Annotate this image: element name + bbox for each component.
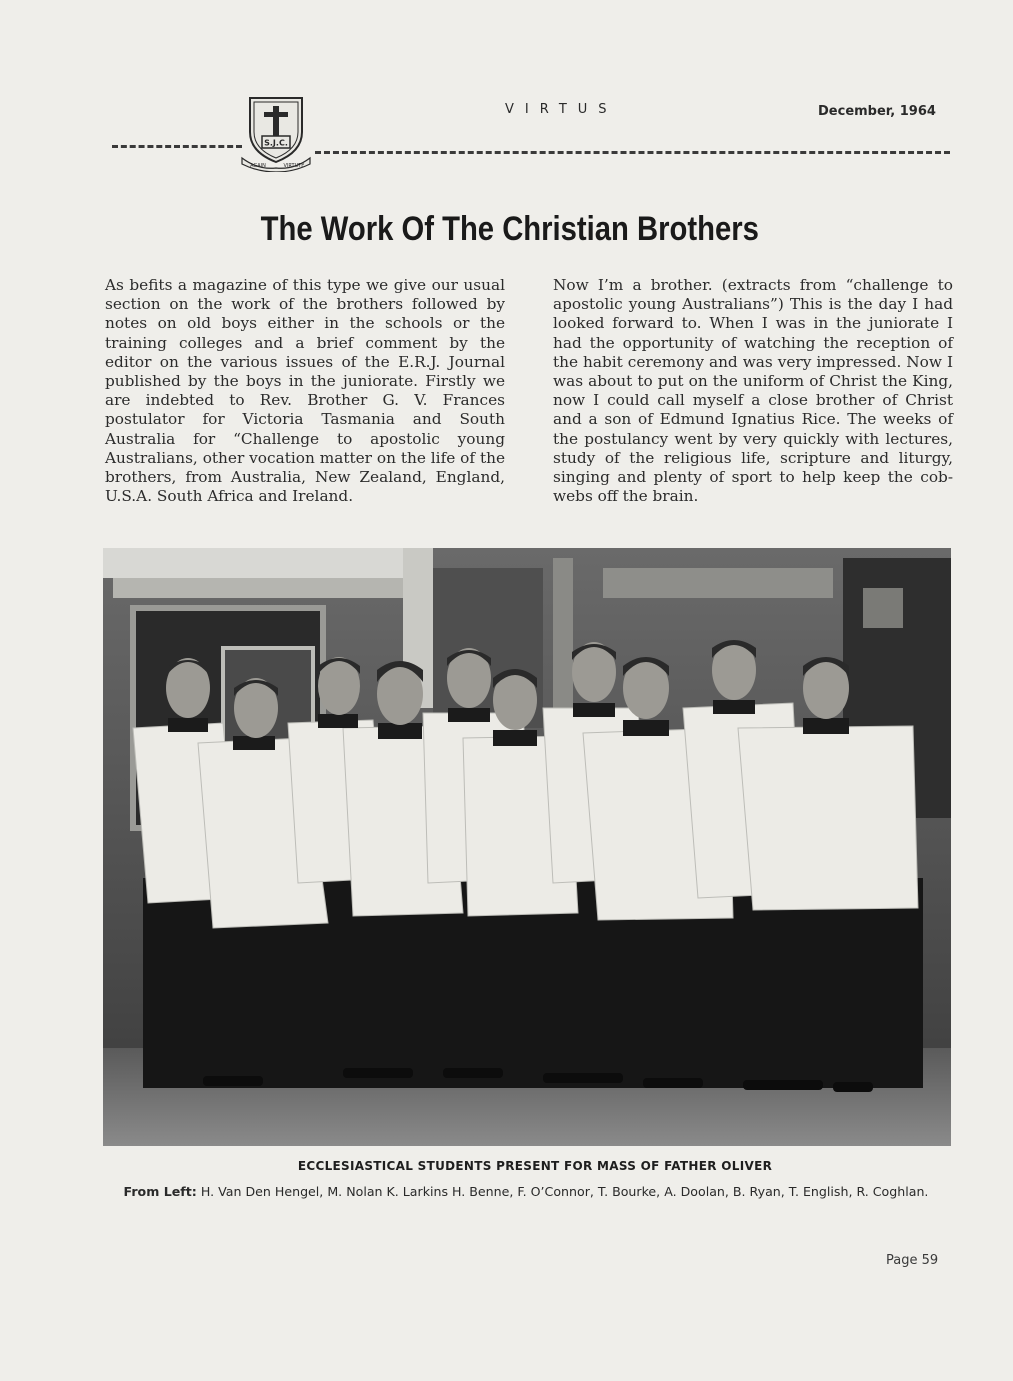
photo-caption: ECCLESIASTICAL STUDENTS PRESENT FOR MASS OF FATHER OLIVER [297, 1159, 773, 1173]
article-title: The Work Of The Christian Brothers [260, 210, 759, 248]
crest-motto-right: VIRTUTE [283, 163, 305, 169]
photo-image [103, 548, 951, 1146]
article-column-left: As befits a magazine of this type we give our usual section on the work of the brothers followed by notes on old boys either in the schools or the training colleges and a brief comment by the editor on the various issues of the E.R.J. Journal published by the boys in the juniorate. Firstly we are indebted to Rev. Brother G. V. Frances postulator for Victoria Tasmania and South Australia for “Challenge to apostolic young Australians, other vocation matter on the life of the brothers, from Australia, New Zealand, England, U.S.A. South Africa and Ireland. [105, 276, 505, 506]
names-list: H. Van Den Hengel, M. Nolan K. Larkins H. Benne, F. O’Connor, T. Bourke, A. Doolan, B. Ryan, T. English, R. Coghlan. [200, 1184, 929, 1199]
group-photograph [103, 548, 951, 1146]
page-number: Page 59 [886, 1253, 939, 1268]
issue-date: December, 1964 [818, 104, 936, 119]
header-rule-left [112, 145, 242, 148]
article-column-right: Now I’m a brother. (extracts from “challenge to apostolic young Australians”) This is the day I had looked forward to. When I was in the juniorate I had the opportunity of watching the reception of the habit ceremony and was very impressed. Now I was about to put on the uniform of Christ the King, now I could call myself a close brother of Christ and a son of Edmund Ignatius Rice. The weeks of the postulancy went by very quickly with lectures, study of the religious life, scripture and liturgy, singing and plenty of sport to help keep the cob-webs off the brain. [553, 276, 953, 506]
names-label: From Left: [123, 1184, 197, 1199]
magazine-name: VIRTUS [505, 102, 618, 117]
shield-cross-crest-icon [240, 92, 312, 172]
photo-names [96, 1183, 956, 1201]
page-header [0, 0, 1013, 180]
crest-shield-text: S.J.C. [264, 138, 288, 148]
header-rule-right [315, 151, 950, 154]
crest-motto-left: AGAIN [250, 163, 266, 169]
